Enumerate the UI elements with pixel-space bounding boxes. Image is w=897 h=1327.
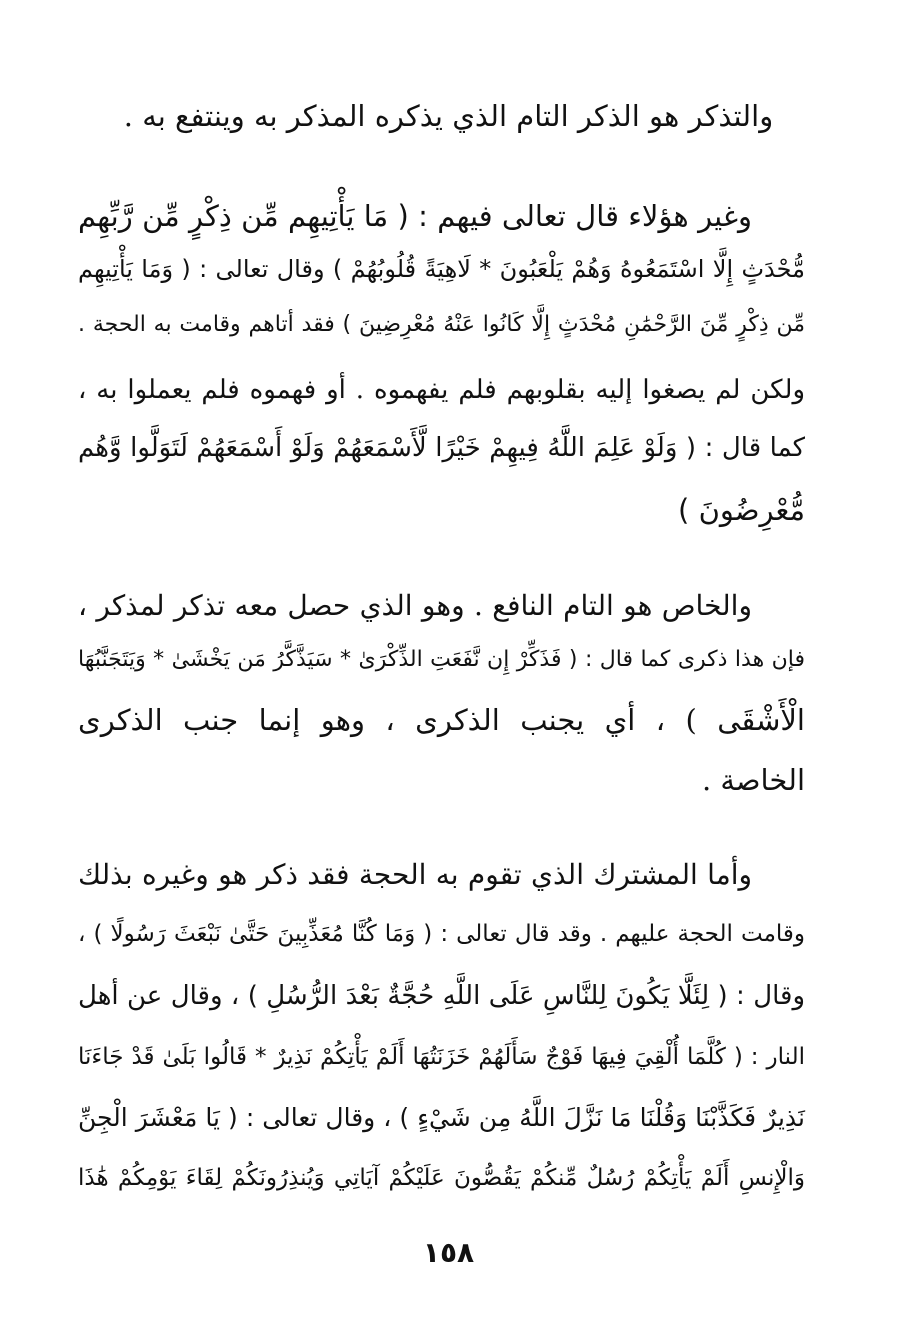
paragraph-3-line-2: فإن هذا ذكرى كما قال : ( فَذَكِّرْ إِن نَّفَعَتِ الذِّكْرَىٰ * سَيَذَّكَّرُ مَن يَخْشَىٰ * وَيَتَجَنَّبُهَا	[78, 647, 805, 672]
paragraph-4-line-3: وقال : ( لِئَلَّا يَكُونَ لِلنَّاسِ عَلَى اللَّهِ حُجَّةٌ بَعْدَ الرُّسُلِ ) ، وقال عن أهل	[78, 981, 805, 1011]
paragraph-2-line-2: مُّحْدَثٍ إِلَّا اسْتَمَعُوهُ وَهُمْ يَلْعَبُونَ * لَاهِيَةً قُلُوبُهُمْ ) وقال تعالى : ( وَمَا يَأْتِيهِم	[78, 255, 805, 283]
paragraph-2-line-3: مِّن ذِكْرٍ مِّنَ الرَّحْمَٰنِ مُحْدَثٍ إِلَّا كَانُوا عَنْهُ مُعْرِضِينَ ) فقد أتاهم وقامت به الحجة .	[78, 312, 805, 337]
paragraph-4-line-1: وأما المشترك الذي تقوم به الحجة فقد ذكر هو وغيره بذلك	[78, 858, 752, 891]
paragraph-4-line-4: النار : ( كُلَّمَا أُلْقِيَ فِيهَا فَوْجٌ سَأَلَهُمْ خَزَنَتُهَا أَلَمْ يَأْتِكُمْ نَذِيرٌ * قَالُوا بَلَىٰ قَدْ جَاءَنَا	[78, 1044, 805, 1070]
page-number: ١٥٨	[422, 1236, 475, 1269]
paragraph-4-line-6: وَالْإِنسِ أَلَمْ يَأْتِكُمْ رُسُلٌ مِّنكُمْ يَقُصُّونَ عَلَيْكُمْ آيَاتِي وَيُنذِرُونَكُمْ لِقَاءَ يَوْمِكُمْ هَٰذَا	[78, 1165, 805, 1191]
paragraph-4-line-5: نَذِيرٌ فَكَذَّبْنَا وَقُلْنَا مَا نَزَّلَ اللَّهُ مِن شَيْءٍ ) ، وقال تعالى : ( يَا مَعْشَرَ الْجِنِّ	[78, 1103, 805, 1132]
paragraph-2-line-1: وغير هؤلاء قال تعالى فيهم : ( مَا يَأْتِيهِم مِّن ذِكْرٍ مِّن رَّبِّهِم	[78, 199, 752, 233]
paragraph-2-line-5: كما قال : ( وَلَوْ عَلِمَ اللَّهُ فِيهِمْ خَيْرًا لَّأَسْمَعَهُمْ وَلَوْ أَسْمَعَهُمْ لَتَوَلَّوا وَّهُم	[78, 433, 805, 463]
paragraph-3-line-3: الْأَشْقَى ) ، أي يجنب الذكرى ، وهو إنما جنب الذكرى	[78, 703, 805, 737]
paragraph-2-line-4: ولكن لم يصغوا إليه بقلوبهم فلم يفهموه . أو فهموه فلم يعملوا به ،	[78, 375, 805, 405]
paragraph-4-line-2: وقامت الحجة عليهم . وقد قال تعالى : ( وَمَا كُنَّا مُعَذِّبِينَ حَتَّىٰ نَبْعَثَ رَسُولًا ) ،	[78, 921, 805, 947]
paragraph-3-line-4: الخاصة .	[701, 763, 805, 797]
paragraph-3-line-1: والخاص هو التام النافع . وهو الذي حصل معه تذكر لمذكر ،	[78, 589, 752, 622]
paragraph-2-line-6: مُّعْرِضُونَ )	[678, 493, 805, 527]
paragraph-1-line-1: والتذكر هو الذكر التام الذي يذكره المذكر به وينتفع به .	[123, 99, 774, 133]
